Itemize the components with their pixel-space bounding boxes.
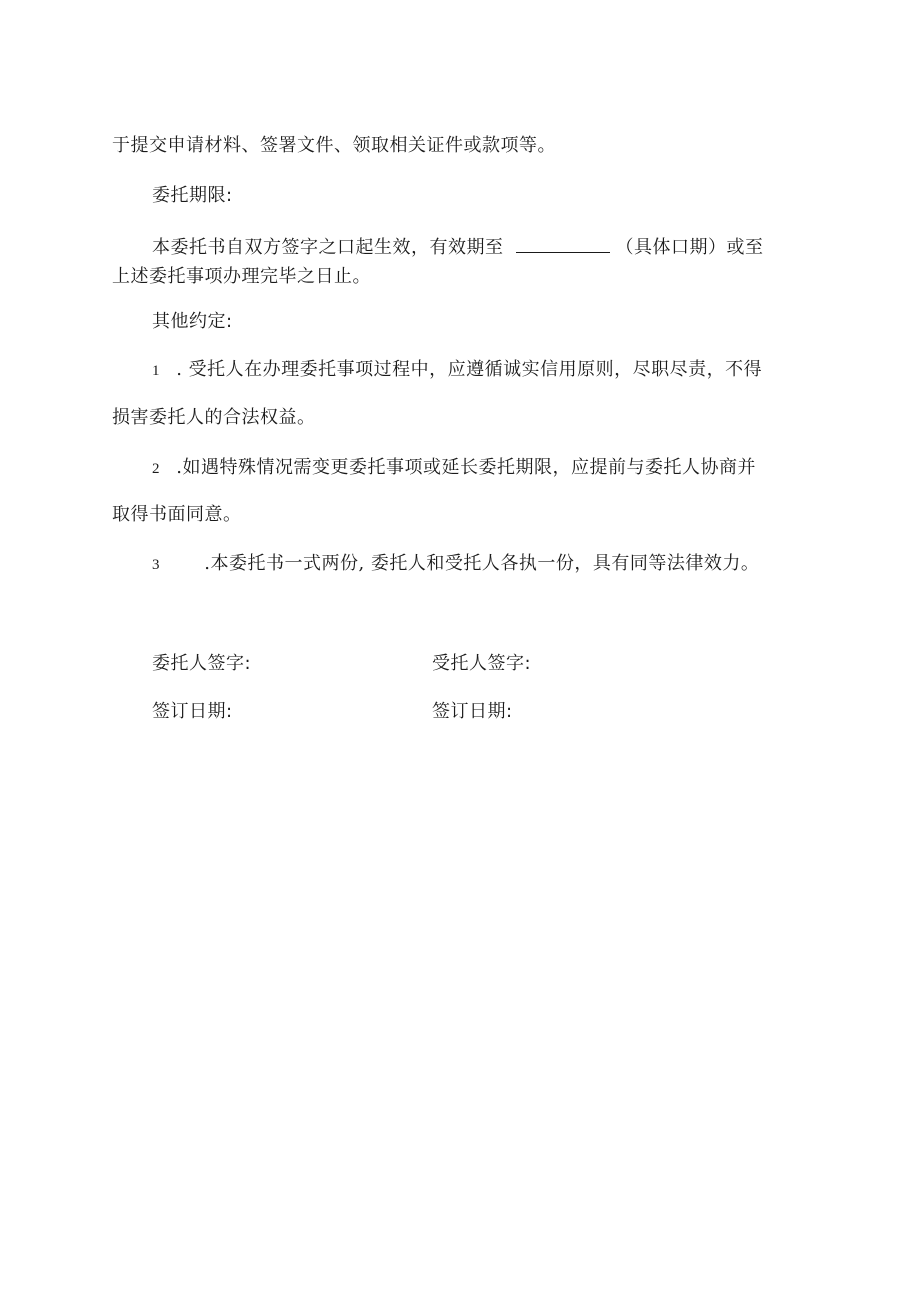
agent-date-label: 签订日期: bbox=[432, 701, 513, 722]
validity-date-blank bbox=[516, 234, 610, 253]
scope-tail-line: 于提交申请材料、签署文件、领取相关证件或款项等。 bbox=[112, 135, 556, 156]
item-2-line-1 bbox=[152, 456, 756, 481]
item-2-number: 2 bbox=[152, 461, 160, 477]
item-1-line-1 bbox=[152, 358, 762, 383]
item-1-text-a: . 受托人在办理委托事项过程中，应遵循诚实信用原则，尽职尽责，不得 bbox=[176, 359, 763, 380]
principal-sign-label: 委托人签字: bbox=[152, 653, 252, 674]
item-3-line bbox=[152, 552, 759, 577]
other-heading: 其他约定: bbox=[152, 311, 233, 332]
item-1-number: 1 bbox=[152, 363, 160, 379]
agent-sign-label: 受托人签字: bbox=[432, 653, 532, 674]
item-3-text-a: .本委托书一式两份, 委托人和受托人各执一份，具有同等法律效力。 bbox=[204, 553, 760, 574]
term-text-a: 本委托书自双方签字之口起生效，有效期至 bbox=[152, 237, 504, 258]
term-heading: 委托期限: bbox=[152, 185, 233, 206]
item-1-line-2: 损害委托人的合法权益。 bbox=[112, 407, 316, 428]
principal-date-label: 签订日期: bbox=[152, 701, 233, 722]
term-text-line-1 bbox=[152, 234, 764, 260]
item-2-line-2: 取得书面同意。 bbox=[112, 504, 242, 525]
item-2-text-a: .如遇特殊情况需变更委托事项或延长委托期限，应提前与委托人协商并 bbox=[176, 457, 756, 478]
term-text-b: （具体口期）或至 bbox=[615, 237, 764, 258]
item-3-number: 3 bbox=[152, 557, 160, 573]
term-text-line-2: 上述委托事项办理完毕之日止。 bbox=[112, 266, 371, 287]
